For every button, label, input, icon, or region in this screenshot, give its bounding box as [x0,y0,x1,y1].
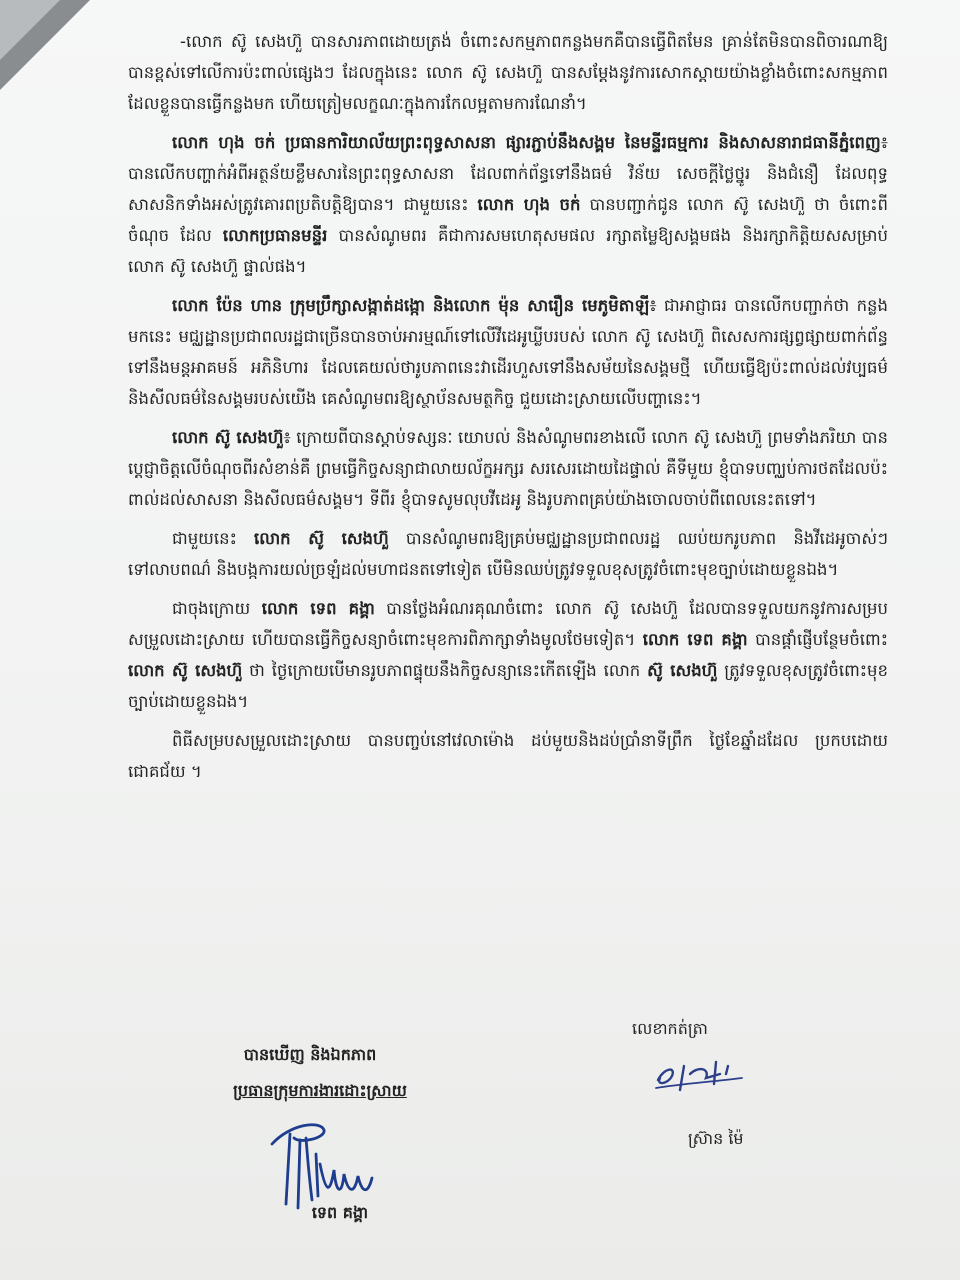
recorder-title: លេខាកត់ត្រា [632,1019,708,1038]
bold-text: លោក ស៊ូ សេងហ៊ួ [253,529,389,548]
document-body [128,26,888,795]
chair-signature [260,1104,400,1214]
text-segment: ជាមួយនេះ [172,529,254,548]
bold-text: លោក ហុង ចក់ ប្រធានការិយាល័យព្រះពុទ្ធសាសនា ផ្សារភ្ជាប់នឹងសង្គម នៃមន្ទីរធម្មការ និងសាសនារាជធានីភ្នំពេញ [172,133,881,152]
bold-text: លោក ទេព គង្គា [642,630,748,649]
text-segment: ជាចុងក្រោយ [172,599,262,618]
bold-text: លោក ប៉ែន ហាន ក្រុមប្រឹក្សាសង្កាត់ដង្កោ និងលោក ម៉ុន សារឿន មេភូមិតាឡី [172,296,650,315]
text-segment: បានផ្ដាំផ្ញើបន្ថែមចំពោះ [747,630,888,649]
paragraph-1 [128,26,888,119]
bold-text: លោក ទេព គង្គា [261,599,375,618]
approval-line-2: ប្រធានក្រុមការងារដោះស្រាយ [233,1081,407,1100]
recorder-signature [650,1044,770,1104]
paragraph-4 [128,422,888,515]
paragraph-5 [128,523,888,585]
text-segment: បានសំណូមពរឱ្យគ្រប់មជ្ឈដ្ឋានប្រជាពលរដ្ឋ ឈប់យករូបភាព និងវីដេអូចាស់ៗទៅលាបពណ៌ និងបង្កការយល់ច្រឡំដល់មហាជនតទៅទៀត បើមិនឈប់ត្រូវទទួលខុសត្រូវចំពោះមុខច្បាប់ដោយខ្លួនឯង។ [128,529,888,579]
text-segment: បានថ្លែងអំណរគុណចំពោះ លោក ស៊ូ សេងហ៊ួ ដែលបានទទួលយកនូវការសម្របសម្រួលដោះស្រាយ ហើយបានធ្វើកិច្ចសន្យាចំពោះមុខការពិភាក្សាទាំងមូលថែមទៀត។ [128,599,889,649]
paragraph-3 [128,290,888,414]
bold-text: លោក ហុង ចក់ [477,195,581,214]
text-segment: ថា ថ្ងៃក្រោយបើមានរូបភាពផ្ទុយនឹងកិច្ចសន្យានេះកើតឡើង លោក [242,661,648,680]
text-segment: ៖ បានលើកបញ្ហាក់អំពីអត្ថន័យខ្លឹមសារនៃព្រះពុទ្ធសាសនា ដែលពាក់ព័ន្ធទៅនឹងធម៌ វិន័យ សេចក្ដីថ្លៃថ្នូរ និងជំនឿ ដែលពុទ្ធសាសនិកទាំងអស់ត្រូវគោរពប្រតិបត្តិឱ្យបាន។ ជាមួយនេះ [128,133,888,214]
text-segment: ៖ ក្រោយពីបានស្ដាប់ទស្សនៈ យោបល់ និងសំណូមពរខាងលើ លោក ស៊ូ សេងហ៊ួ ព្រមទាំងភរិយា បានប្ដេជ្ញាចិត្តលើចំណុចពីរសំខាន់គឺ ព្រមធ្វើកិច្ចសន្យាជាលាយល័ក្ខអក្សរ សរសេរដោយដៃផ្ទាល់ គឺទីមួយ ខ្ញុំបាទបញ្ឈប់ការថតដែលប៉ះពាល់ដល់សាសនា និងសីលធម៌សង្គម។ ទីពីរ ខ្ញុំបាទសូមលុបវីដេអូ និងរូបភាពគ្រប់យ៉ាងចោលចាប់ពីពេលនេះតទៅ។ [128,428,888,509]
paragraph-2 [128,127,888,282]
bold-text: លោក ស៊ូ សេងហ៊ួ [172,428,284,447]
recorder-name: ស្រ៊ាន ម៉ៃ [688,1129,744,1148]
text-segment: -លោក ស៊ូ សេងហ៊ួ បានសារភាពដោយត្រង់ ចំពោះសកម្មភាពកន្លងមកគឺបានធ្វើពិតមែន គ្រាន់តែមិនបានពិចារណាឱ្យបានខ្ពស់ទៅលើការប៉ះពាល់ផ្សេងៗ ដែលក្នុងនេះ លោក ស៊ូ សេងហ៊ួ បានសម្ដែងនូវការសោកស្ដាយយ៉ាងខ្លាំងចំពោះសកម្មភាពដែលខ្លួនបានធ្វើកន្លងមក ហើយត្រៀមលក្ខណៈក្នុងការកែលម្អតាមការណែនាំ។ [128,32,888,113]
text-segment: បានបញ្ជាក់ជូន លោក ស៊ូ សេងហ៊ួ ថា ចំពោះពីចំណុច ដែល [128,195,889,245]
folded-corner-inner [0,0,60,60]
text-segment: បានសំណូមពរ គឺជាការសមហេតុសមផល រក្សាតម្លៃឱ្យសង្គមផង និងរក្សាកិត្តិយសសម្រាប់ លោក ស៊ូ សេងហ៊ួ ផ្ទាល់ផង។ [128,226,888,276]
approval-line-1: បានឃើញ និងឯកភាព [243,1045,377,1064]
bold-text: លោកប្រធានមន្ទីរ [222,226,328,245]
bold-text: លោក ស៊ូ សេងហ៊ួ [128,661,243,680]
paragraph-7 [128,725,888,787]
chair-name: ទេព គង្គា [311,1203,369,1222]
paragraph-6 [128,593,888,717]
text-segment: ត្រូវទទួលខុសត្រូវចំពោះមុខច្បាប់ដោយខ្លួនឯង។ [128,661,888,711]
text-segment: ៖ ជាអាជ្ញាធរ បានលើកបញ្ជាក់ថា កន្លងមកនេះ មជ្ឈដ្ឋានប្រជាពលរដ្ឋជាច្រើនបានចាប់អារម្មណ៍ទៅលើវីដេអូឃ្លីបរបស់ លោក ស៊ូ សេងហ៊ួ ពិសេសការផ្សព្វផ្សាយពាក់ព័ន្ធទៅនឹងមន្តអាគមន៍ អភិនិហារ ដែលគេយល់ថារូបភាពនេះវាដើរហួសទៅនឹងសម័យនៃសង្គមថ្មី ហើយធ្វើឱ្យប៉ះពាល់ដល់វប្បធម៌ និងសីលធម៌នៃសង្គមរបស់យើង គេសំណូមពរឱ្យស្ថាប័នសមត្ថកិច្ច ជួយដោះស្រាយលើបញ្ហានេះ។ [128,296,889,408]
text-segment: ពិធីសម្របសម្រួលដោះស្រាយ បានបញ្ចប់នៅវេលាម៉ោង ដប់មួយនិងដប់ប្រាំនាទីព្រឹក ថ្ងៃខែឆ្នាំដដែល ប្រកបដោយជោគជ័យ ។ [128,731,888,781]
bold-text: ស៊ូ សេងហ៊ួ [647,661,718,680]
